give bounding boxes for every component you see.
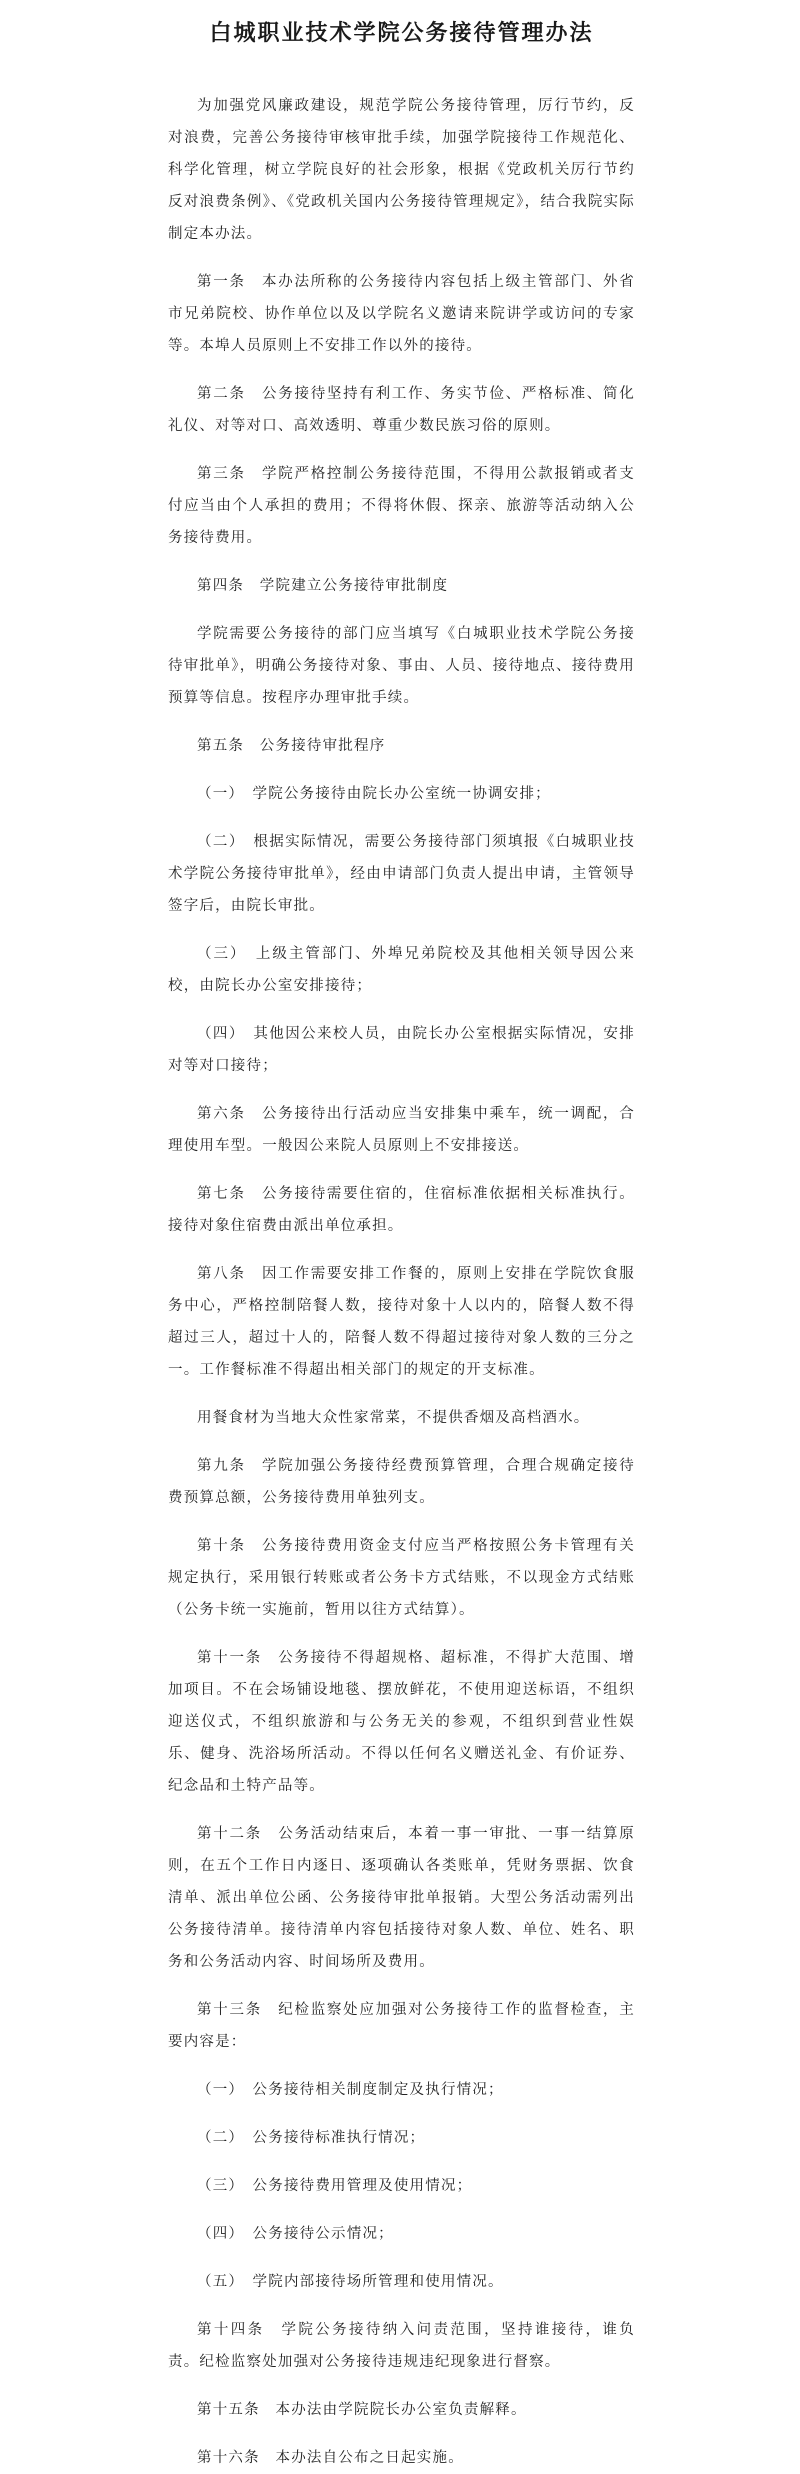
- article-7: 第七条 公务接待需要住宿的，住宿标准依据相关标准执行。接待对象住宿费由派出单位承担。: [168, 1186, 635, 1234]
- article-8-note: 用餐食材为当地大众性家常菜，不提供香烟及高档酒水。: [197, 1410, 590, 1426]
- article-5-item-3: （三） 上级主管部门、外埠兄弟院校及其他相关领导因公来校，由院长办公室安排接待；: [168, 946, 635, 994]
- article-15: 第十五条 本办法由学院院长办公室负责解释。: [197, 2402, 527, 2418]
- article-11: 第十一条 公务接待不得超规格、超标准，不得扩大范围、增加项目。不在会场铺设地毯、摆放鲜花，不使用迎送标语，不组织迎送仪式，不组织旅游和与公务无关的参观，不组织到营业性娱乐、健身、洗浴场所活动。不得以任何名义赠送礼金、有价证券、纪念品和土特产品等。: [168, 1650, 635, 1794]
- article-13-heading: 第十三条 纪检监察处应加强对公务接待工作的监督检查，主要内容是：: [168, 2002, 635, 2050]
- article-4-heading: 第四条 学院建立公务接待审批制度: [197, 578, 449, 594]
- article-3: 第三条 学院严格控制公务接待范围，不得用公款报销或者支付应当由个人承担的费用；不得将休假、探亲、旅游等活动纳入公务接待费用。: [168, 466, 635, 546]
- article-5-item-4: （四） 其他因公来校人员，由院长办公室根据实际情况，安排对等对口接待；: [168, 1026, 635, 1074]
- article-1: 第一条 本办法所称的公务接待内容包括上级主管部门、外省市兄弟院校、协作单位以及以学院名义邀请来院讲学或访问的专家等。本埠人员原则上不安排工作以外的接待。: [168, 274, 635, 354]
- article-9: 第九条 学院加强公务接待经费预算管理，合理合规确定接待费预算总额，公务接待费用单独列支。: [168, 1458, 635, 1506]
- article-5-heading: 第五条 公务接待审批程序: [197, 738, 386, 754]
- article-4-body: 学院需要公务接待的部门应当填写《白城职业技术学院公务接待审批单》，明确公务接待对象、事由、人员、接待地点、接待费用预算等信息。按程序办理审批手续。: [168, 626, 635, 706]
- document-title: 白城职业技术学院公务接待管理办法: [209, 20, 594, 46]
- article-13-item-2: （二） 公务接待标准执行情况；: [197, 2130, 426, 2146]
- article-13-item-4: （四） 公务接待公示情况；: [197, 2226, 394, 2242]
- article-16: 第十六条 本办法自公布之日起实施。: [197, 2450, 464, 2466]
- article-13-item-3: （三） 公务接待费用管理及使用情况；: [197, 2178, 473, 2194]
- article-12: 第十二条 公务活动结束后，本着一事一审批、一事一结算原则，在五个工作日内逐日、逐项确认各类账单，凭财务票据、饮食清单、派出单位公函、公务接待审批单报销。大型公务活动需列出公务接待清单。接待清单内容包括接待对象人数、单位、姓名、职务和公务活动内容、时间场所及费用。: [168, 1826, 635, 1970]
- article-2: 第二条 公务接待坚持有利工作、务实节俭、严格标准、简化礼仪、对等对口、高效透明、尊重少数民族习俗的原则。: [168, 386, 635, 434]
- article-5-item-2: （二） 根据实际情况，需要公务接待部门须填报《白城职业技术学院公务接待审批单》，经由申请部门负责人提出申请，主管领导签字后，由院长审批。: [168, 834, 635, 914]
- article-6: 第六条 公务接待出行活动应当安排集中乘车，统一调配，合理使用车型。一般因公来院人员原则上不安排接送。: [168, 1106, 635, 1154]
- preamble-paragraph: 为加强党风廉政建设，规范学院公务接待管理，厉行节约，反对浪费，完善公务接待审核审批手续，加强学院接待工作规范化、科学化管理，树立学院良好的社会形象，根据《党政机关厉行节约反对浪费条例》、《党政机关国内公务接待管理规定》，结合我院实际制定本办法。: [168, 98, 635, 242]
- article-8: 第八条 因工作需要安排工作餐的，原则上安排在学院饮食服务中心，严格控制陪餐人数，接待对象十人以内的，陪餐人数不得超过三人，超过十人的，陪餐人数不得超过接待对象人数的三分之一。工作餐标准不得超出相关部门的规定的开支标准。: [168, 1266, 635, 1378]
- article-5-item-1: （一） 学院公务接待由院长办公室统一协调安排；: [197, 786, 551, 802]
- document-body: [168, 90, 635, 2474]
- article-14: 第十四条 学院公务接待纳入问责范围，坚持谁接待，谁负责。纪检监察处加强对公务接待违规违纪现象进行督察。: [168, 2322, 635, 2370]
- article-13-item-5: （五） 学院内部接待场所管理和使用情况。: [197, 2274, 504, 2290]
- article-13-item-1: （一） 公务接待相关制度制定及执行情况；: [197, 2082, 504, 2098]
- article-10: 第十条 公务接待费用资金支付应当严格按照公务卡管理有关规定执行，采用银行转账或者公务卡方式结账，不以现金方式结账（公务卡统一实施前，暂用以往方式结算）。: [168, 1538, 635, 1618]
